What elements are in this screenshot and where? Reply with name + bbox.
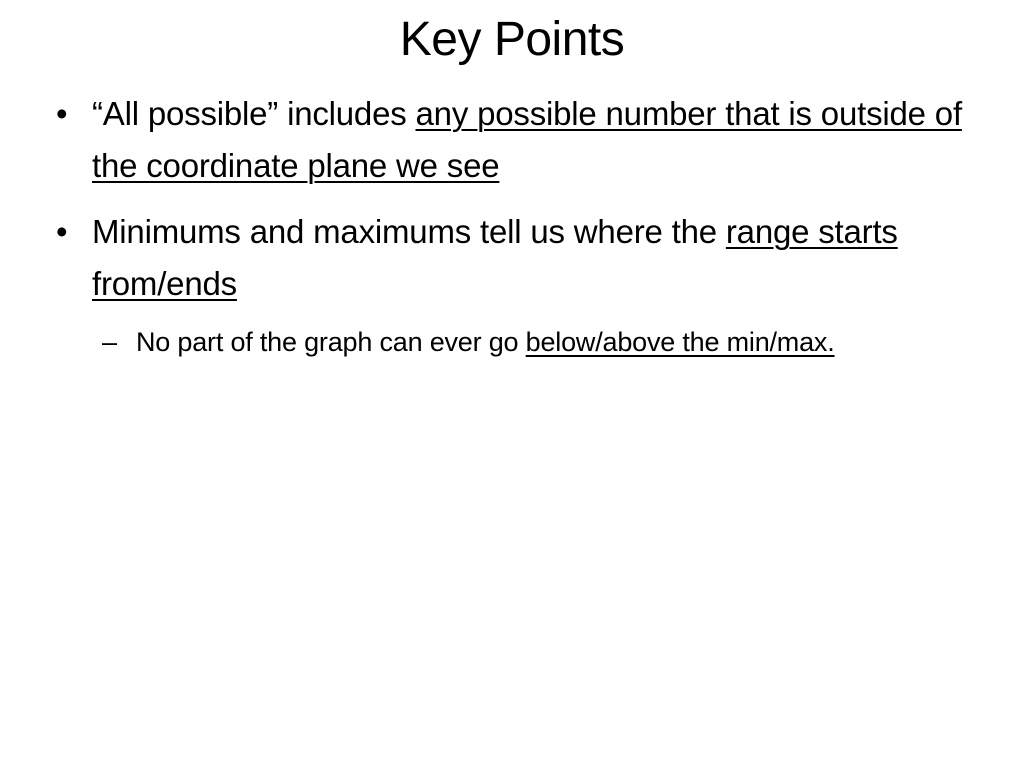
bullet-icon: • [56,95,68,132]
slide-title: Key Points [399,13,625,66]
bullet-item [56,206,976,310]
dash-icon: – [102,327,117,357]
sub-bullet-text: No part of the graph can ever go [136,327,526,357]
sub-bullet-underlined-text: below/above the min/max. [525,327,835,357]
slide-body [56,88,976,365]
bullet-text: Minimums and maximums tell us where the [92,213,726,250]
bullet-underlined-text: range starts from/ends [92,213,898,302]
bullet-item [56,88,976,192]
bullet-text: “All possible” includes [92,95,416,132]
bullet-icon: • [56,213,68,250]
sub-bullet-item [102,320,976,365]
bullet-underlined-text: any possible number that is outside of the coordinate plane we see [92,95,962,184]
